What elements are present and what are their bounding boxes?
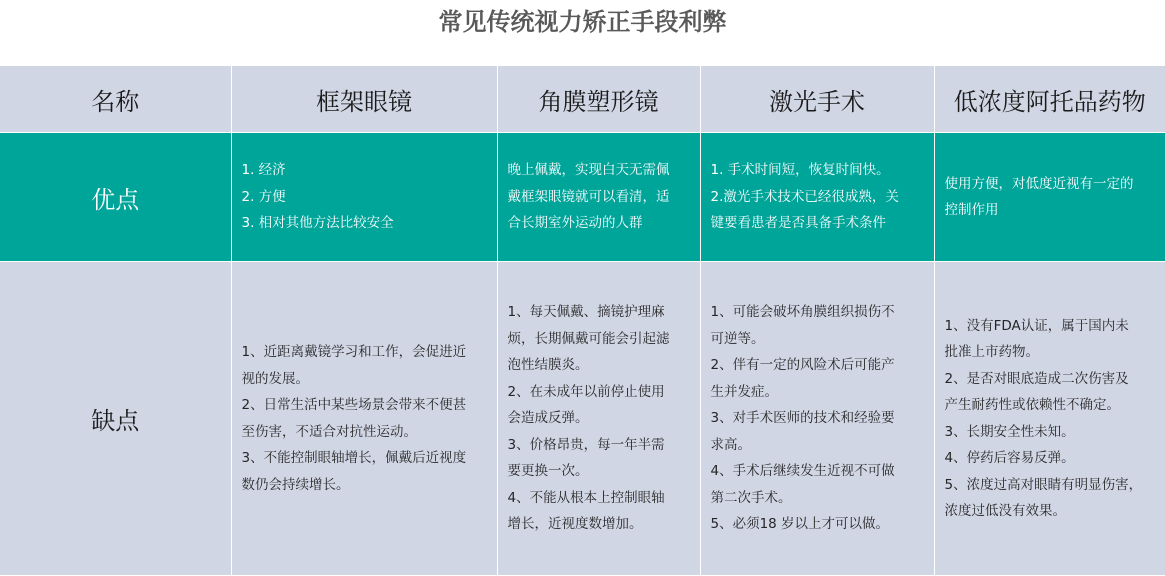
advantages-label: 优点 <box>0 133 231 262</box>
disadvantages-row <box>0 262 1165 576</box>
disadvantages-cell-ortho-k <box>497 262 700 576</box>
cell-line: 2、日常生活中某些场景会带来不便甚 <box>241 397 467 413</box>
header-row <box>0 66 1165 133</box>
cell-line: 2. 方便 <box>241 188 286 205</box>
cell-line: 可逆等。 <box>710 330 765 347</box>
header-col-frame-glasses: 框架眼镜 <box>231 66 497 133</box>
disadvantages-cell-laser-surgery <box>700 262 934 576</box>
disadvantages-label: 缺点 <box>0 262 231 576</box>
advantages-cell-laser-surgery <box>700 133 934 262</box>
cell-line: 求高。 <box>710 436 751 453</box>
header-col-laser-surgery: 激光手术 <box>700 66 934 133</box>
cell-line: 使用方便，对低度近视有一定的 <box>944 175 1134 192</box>
header-name-cell: 名称 <box>0 66 231 133</box>
cell-line: 要更换一次。 <box>507 463 589 480</box>
cell-line: 泡性结膜炎。 <box>507 357 589 374</box>
cell-line: 3. 相对其他方法比较安全 <box>241 215 394 232</box>
cell-line: 2、伴有一定的风险术后可能产 <box>710 357 895 374</box>
cell-line: 2、是否对眼底造成二次伤害及 <box>944 370 1129 387</box>
cell-line: 会造成反弹。 <box>507 410 589 427</box>
cell-line: 1、没有FDA认证，属于国内未 <box>944 317 1129 334</box>
cell-line: 增长，近视度数增加。 <box>507 516 643 533</box>
cell-line: 2.激光手术技术已经很成熟，关 <box>710 188 899 205</box>
cell-line: 键要看患者是否具备手术条件 <box>710 215 886 232</box>
cell-line: 批准上市药物。 <box>944 344 1039 360</box>
comparison-table <box>0 66 1165 576</box>
cell-line: 4、停药后容易反弹。 <box>944 450 1075 466</box>
cell-line: 视的发展。 <box>241 370 309 387</box>
cell-line: 3、价格昂贵，每一年半需 <box>507 436 665 453</box>
cell-line: 至伤害，不适合对抗性运动。 <box>241 423 417 440</box>
cell-line: 3、不能控制眼轴增长，佩戴后近视度 <box>241 450 467 466</box>
cell-line: 3、对手术医师的技术和经验要 <box>710 410 895 427</box>
cell-line: 产生耐药性或依赖性不确定。 <box>944 397 1120 413</box>
cell-line: 烦，长期佩戴可能会引起滤 <box>507 330 670 347</box>
header-col-ortho-k: 角膜塑形镜 <box>497 66 700 133</box>
cell-line: 4、手术后继续发生近视不可做 <box>710 463 895 480</box>
cell-line: 3、长期安全性未知。 <box>944 423 1075 440</box>
cell-line: 1、近距离戴镜学习和工作，会促进近 <box>241 344 467 360</box>
advantages-cell-atropine <box>934 133 1165 262</box>
header-col-atropine: 低浓度阿托品药物 <box>934 66 1165 133</box>
cell-line: 合长期室外运动的人群 <box>507 215 643 232</box>
cell-line: 1、可能会破坏角膜组织损伤不 <box>710 304 895 321</box>
cell-line: 戴框架眼镜就可以看清，适 <box>507 188 670 205</box>
cell-line: 1. 经济 <box>241 162 286 179</box>
disadvantages-cell-frame-glasses <box>231 262 497 576</box>
cell-line: 生并发症。 <box>710 383 778 400</box>
cell-line: 5、必须18 岁以上才可以做。 <box>710 516 890 533</box>
disadvantages-cell-atropine <box>934 262 1165 576</box>
cell-line: 数仍会持续增长。 <box>241 476 350 493</box>
advantages-cell-ortho-k <box>497 133 700 262</box>
advantages-cell-frame-glasses <box>231 133 497 262</box>
cell-line: 4、不能从根本上控制眼轴 <box>507 489 665 506</box>
cell-line: 控制作用 <box>944 202 999 218</box>
cell-line: 第二次手术。 <box>710 489 792 506</box>
cell-line: 1、每天佩戴、摘镜护理麻 <box>507 304 665 321</box>
cell-line: 晚上佩戴，实现白天无需佩 <box>507 162 670 179</box>
cell-line: 1. 手术时间短，恢复时间快。 <box>710 162 890 179</box>
page-title: 常见传统视力矫正手段利弊 <box>438 8 727 36</box>
cell-line: 浓度过低没有效果。 <box>944 503 1066 519</box>
cell-line: 2、在未成年以前停止使用 <box>507 383 665 400</box>
advantages-row <box>0 133 1165 262</box>
cell-line: 5、浓度过高对眼睛有明显伤害， <box>944 476 1143 493</box>
